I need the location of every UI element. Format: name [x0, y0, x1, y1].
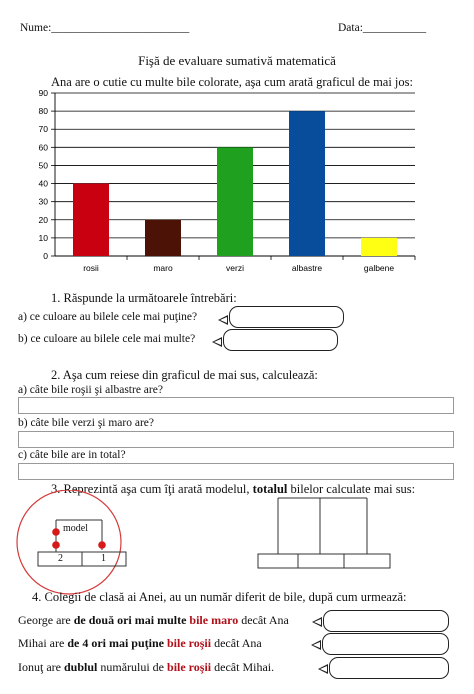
- bar-albastre: [289, 111, 325, 256]
- q1-heading: 1. Răspunde la următoarele întrebări:: [51, 291, 237, 305]
- q1-a-answer-bubble[interactable]: [229, 306, 344, 328]
- q4-ionut-answer-bubble[interactable]: [329, 657, 449, 679]
- q4-mihai-answer-bubble[interactable]: [322, 633, 449, 655]
- q4-line-ionut: Ionuţ are dublul numărului de bile roşii decât Mihai.: [18, 660, 275, 674]
- intro-text: Ana are o cutie cu multe bile colorate, aşa cum arată graficul de mai jos:: [51, 75, 413, 89]
- model-circle: [17, 490, 121, 594]
- bar-verzi: [217, 147, 253, 256]
- y-tick-label: 20: [38, 214, 48, 225]
- answer-segment-box: [258, 554, 390, 568]
- x-tick-label: rosii: [83, 263, 99, 273]
- x-tick-label: galbene: [363, 263, 395, 273]
- q2-b-text: b) câte bile verzi şi maro are?: [18, 417, 155, 429]
- q3-heading: 3. Reprezintă aşa cum îţi arată modelul, totalul bilelor calculate mai sus:: [51, 482, 416, 496]
- model-dot: [52, 528, 60, 536]
- name-field-label: Nume:________________________: [20, 22, 190, 34]
- model-label: model: [63, 523, 88, 534]
- q4-heading: 4. Colegii de clasă ai Anei, au un număr diferit de bile, după cum urmează:: [32, 590, 407, 604]
- date-field-label: Data:___________: [338, 22, 427, 34]
- q2-c-answer-box[interactable]: [18, 463, 454, 480]
- x-tick-label: albastre: [291, 263, 323, 273]
- q4-george-bubble-tail: [312, 617, 322, 627]
- y-tick-label: 30: [38, 196, 48, 207]
- q3-model-figure: [0, 490, 474, 600]
- y-tick-label: 70: [38, 124, 48, 135]
- q2-c-text: c) câte bile are in total?: [18, 449, 126, 461]
- y-tick-label: 60: [38, 142, 48, 153]
- q4-george-answer-bubble[interactable]: [323, 610, 449, 632]
- y-tick-label: 40: [38, 178, 48, 189]
- q4-line-george: George are de două ori mai multe bile maro decât Ana: [18, 613, 289, 627]
- q2-heading: 2. Aşa cum reiese din graficul de mai sus, calculează:: [51, 368, 318, 382]
- q1-b-text: b) ce culoare au bilele cele mai multe?: [18, 333, 196, 345]
- q1-b-answer-bubble[interactable]: [223, 329, 338, 351]
- q2-a-text: a) câte bile roşii şi albastre are?: [18, 384, 163, 396]
- y-tick-label: 10: [38, 232, 48, 243]
- page-title: Fişă de evaluare sumativă matematică: [138, 53, 336, 68]
- q1-a-bubble-tail: [218, 315, 228, 325]
- model-dot: [52, 541, 60, 549]
- y-tick-label: 80: [38, 106, 48, 117]
- q1-a-text: a) ce culoare au bilele cele mai puţine?: [18, 311, 198, 323]
- bar-maro: [145, 220, 181, 256]
- y-tick-label: 90: [38, 88, 48, 98]
- q4-mihai-bubble-tail: [311, 640, 321, 650]
- model-dot: [98, 541, 106, 549]
- q1-b-bubble-tail: [212, 337, 222, 347]
- model-cell-left: 2: [58, 553, 63, 564]
- model-cell-right: 1: [101, 553, 106, 564]
- bar-galbene: [361, 238, 397, 256]
- x-tick-label: verzi: [226, 263, 244, 273]
- bar-rosii: [73, 184, 109, 256]
- x-tick-label: maro: [153, 263, 173, 273]
- y-tick-label: 0: [43, 251, 48, 261]
- q2-a-answer-box[interactable]: [18, 397, 454, 414]
- y-tick-label: 50: [38, 160, 48, 171]
- q2-b-answer-box[interactable]: [18, 431, 454, 448]
- q4-line-mihai: Mihai are de 4 ori mai puţine bile roşii decât Ana: [18, 636, 262, 650]
- q4-ionut-bubble-tail: [318, 664, 328, 674]
